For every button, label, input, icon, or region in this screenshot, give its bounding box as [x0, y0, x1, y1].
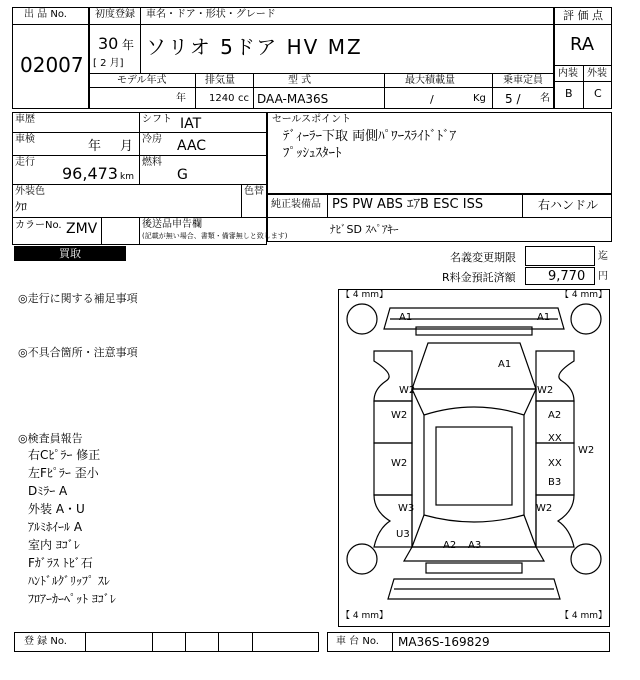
model-year-unit: 年	[176, 93, 186, 104]
exterior-grade: C	[594, 87, 602, 100]
tire-front-left-icon	[347, 304, 377, 334]
fuel-label: 燃料	[142, 157, 162, 168]
damage-left-rear-door: W2	[391, 458, 408, 469]
interior-label: 内装	[558, 68, 578, 79]
tire-rear-right-icon	[571, 544, 601, 574]
car-diagram-drawing	[338, 289, 610, 627]
steering-side: 右ハンドル	[538, 198, 599, 212]
lot-number: 02007	[20, 53, 84, 77]
type-label: 型 式	[288, 75, 312, 86]
inspector-line: 外装 A・U	[28, 502, 85, 516]
mileage-label: 走行	[15, 157, 35, 168]
ac-label: 冷房	[142, 134, 162, 145]
max-load-unit: Kg	[473, 93, 486, 104]
color-change-label: 色替	[244, 186, 264, 197]
equipment-list-2: ﾅﾋﾞSD ｽﾍﾟｱｷｰ	[330, 223, 399, 236]
inspector-line: 右Cﾋﾟﾗｰ 修正	[28, 448, 101, 462]
tire-front-right-icon	[571, 304, 601, 334]
recycle-value: 9,770	[548, 269, 586, 284]
equipment-label: 純正装備品	[271, 199, 321, 210]
inspector-report-list	[28, 446, 228, 608]
exterior-label: 外装	[587, 68, 607, 79]
damage-left-rear-fender-b: U3	[396, 529, 410, 540]
mileage-unit: km	[120, 172, 134, 182]
name-change-value	[525, 246, 595, 266]
damage-right-rear-door-b: B3	[548, 477, 562, 488]
exterior-color-label: 外装色	[15, 186, 45, 197]
history-label: 車歴	[15, 114, 35, 125]
capacity-value: 5 /	[505, 92, 521, 106]
ac-value: AAC	[177, 138, 207, 154]
driving-notes-title: ◎走行に関する補足事項	[18, 292, 138, 305]
fuel-value: G	[177, 167, 188, 183]
capacity-unit: 名	[540, 93, 550, 104]
car-name: ソリオ 5ドア HV MZ	[146, 35, 363, 59]
first-registration-label: 初度登録	[95, 9, 135, 20]
chassis-number: MA36S-169829	[398, 635, 490, 649]
car-name-label: 車名・ドア・形状・グレード	[146, 9, 276, 20]
defect-notes-title: ◎不具合箇所・注意事項	[18, 346, 138, 359]
inspector-line: ﾌﾛｱｰｶｰﾍﾟｯﾄ ﾖｺﾞﾚ	[28, 592, 116, 606]
grade-value: RA	[570, 34, 595, 55]
chassis-number-label: 車 台 No.	[336, 636, 379, 647]
inspector-line: ﾊﾝﾄﾞﾙｸﾞﾘｯﾌﾟ ｽﾚ	[28, 574, 110, 588]
damage-front-bumper-right: A1	[537, 312, 551, 323]
type-value: DAA-MA36S	[257, 92, 329, 106]
sales-point-line-2: ﾌﾟｯｼｭｽﾀｰﾄ	[283, 146, 342, 161]
damage-rear-bumper-2: A3	[468, 540, 482, 551]
purchase-badge: 買取	[14, 246, 126, 261]
inspector-line: Fｶﾞﾗｽ ﾄﾋﾞ石	[28, 556, 93, 570]
sales-point-line-1: ﾃﾞｨｰﾗｰ下取 両側ﾊﾟﾜｰｽﾗｲﾄﾞﾄﾞｱ	[283, 129, 457, 144]
inspector-line: 左Fﾋﾟﾗｰ 歪小	[28, 466, 99, 480]
damage-front-bumper-left: A1	[399, 312, 413, 323]
color-no-value: ZMV	[66, 221, 98, 237]
damage-right-front-fender: W2	[537, 385, 554, 396]
registration-number-label: 登 録 No.	[24, 636, 67, 647]
interior-grade: B	[565, 87, 573, 100]
recycle-unit: 円	[598, 271, 608, 282]
displacement-value: 1240	[209, 93, 235, 104]
sales-point-label: セールスポイント	[272, 114, 352, 125]
inspector-report-title: ◎検査員報告	[18, 432, 83, 445]
damage-right-rear-door-a: XX	[548, 458, 562, 469]
grade-label: 評 価 点	[563, 9, 603, 22]
tire-depth-front-left: 【 4 mm】	[341, 290, 388, 300]
after-docs-label: 後送品申告欄	[142, 219, 202, 230]
name-change-unit: 迄	[598, 251, 608, 262]
capacity-label: 乗車定員	[503, 75, 543, 86]
exterior-color-value: ｸﾛ	[15, 200, 28, 214]
damage-right-pillar: W2	[578, 445, 595, 456]
damage-rear-bumper-1: A2	[443, 540, 457, 551]
model-year-label: モデル年式	[117, 75, 167, 86]
inspection-month-unit: 月	[120, 139, 134, 154]
displacement-label: 排気量	[205, 75, 235, 86]
tire-rear-left-icon	[347, 544, 377, 574]
lot-number-label: 出 品 No.	[24, 9, 67, 20]
mileage-value: 96,473	[62, 164, 118, 183]
damage-left-front-door: W2	[391, 410, 408, 421]
inspector-line: 室内 ﾖｺﾞﾚ	[28, 538, 80, 552]
displacement-unit: cc	[238, 93, 249, 104]
inspection-label: 車検	[15, 134, 35, 145]
damage-left-front-fender: W2	[399, 385, 416, 396]
inspector-line: ｱﾙﾐﾎｲｰﾙ A	[28, 520, 83, 534]
tire-depth-rear-left: 【 4 mm】	[341, 611, 388, 621]
damage-right-front-door-a: A2	[548, 410, 562, 421]
shift-value: IAT	[180, 116, 202, 132]
damage-hood: A1	[498, 359, 512, 370]
inspection-year-unit: 年	[88, 139, 102, 154]
tire-depth-front-right: 【 4 mm】	[560, 290, 607, 300]
damage-right-rear-fender: W2	[536, 503, 553, 514]
color-no-label: カラーNo.	[15, 220, 62, 231]
inspector-line: Dﾐﾗｰ A	[28, 484, 68, 498]
max-load-value: /	[430, 93, 434, 106]
max-load-label: 最大積載量	[405, 75, 455, 86]
first-registration-month: [ 2 月]	[93, 58, 124, 69]
shift-label: シフト	[142, 114, 172, 125]
name-change-label: 名義変更期限	[450, 251, 516, 264]
damage-left-rear-fender: W3	[398, 503, 415, 514]
tire-depth-rear-right: 【 4 mm】	[560, 611, 607, 621]
year-unit: 年	[122, 38, 135, 52]
recycle-label: R料金預託済額	[442, 271, 516, 284]
damage-right-front-door-b: XX	[548, 433, 562, 444]
equipment-list: PS PW ABS ｴｱB ESC ISS	[332, 197, 484, 212]
after-docs-note: (記載が無い場合、書類・備審無しと致します)	[142, 232, 288, 240]
first-registration-year: 30	[98, 34, 119, 53]
